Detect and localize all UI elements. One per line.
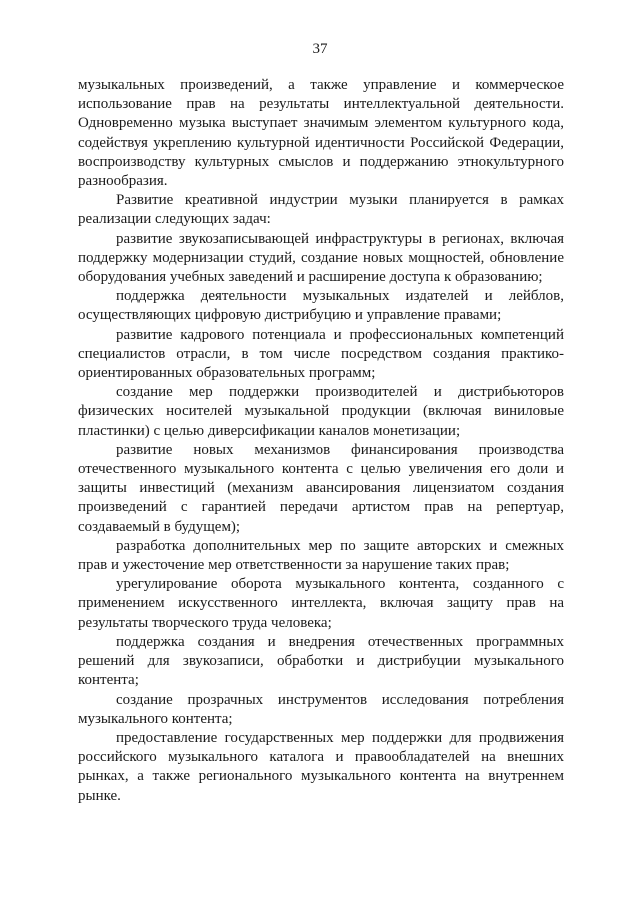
paragraph: создание мер поддержки производителей и дистрибьюторов физических носителей музыкальной продукции (включая виниловые пластинки) с целью диверсификации каналов монетизации;	[78, 384, 564, 439]
paragraph: предоставление государственных мер поддержки для продвижения российского музыкального каталога и правообладателей на внешних рынках, а также регионального музыкального контента на внутреннем рынке.	[78, 729, 564, 804]
paragraph: развитие кадрового потенциала и профессиональных компетенций специалистов отрасли, в том числе посредством создания практико-ориентированных образовательных программ;	[78, 326, 564, 382]
paragraph: Развитие креативной индустрии музыки планируется в рамках реализации следующих задач:	[78, 192, 564, 228]
paragraph: развитие звукозаписывающей инфраструктуры в регионах, включая поддержку модернизации студий, создание новых мощностей, обновление оборудования учебных заведений и расширение доступа к образованию;	[78, 230, 564, 286]
paragraph: разработка дополнительных мер по защите авторских и смежных прав и ужесточение мер ответственности за нарушение таких прав;	[78, 537, 564, 574]
paragraph: урегулирование оборота музыкального контента, созданного с применением искусственного интеллекта, включая защиту прав на результаты творческого труда человека;	[78, 576, 564, 631]
document-body	[78, 76, 564, 806]
paragraph: поддержка создания и внедрения отечественных программных решений для звукозаписи, обработки и дистрибуции музыкального контента;	[78, 633, 564, 689]
paragraph: поддержка деятельности музыкальных издателей и лейблов, осуществляющих цифровую дистрибуцию и управление правами;	[78, 288, 564, 324]
paragraph: развитие новых механизмов финансирования производства отечественного музыкального контента с целью увеличения его доли и защиты инвестиций (механизм авансирования лицензиатом создания произведений с гарантией передачи артистом прав на репертуар, создаваемый в будущем);	[78, 441, 564, 535]
paragraph: музыкальных произведений, а также управление и коммерческое использование прав на результаты интеллектуальной деятельности. Одновременно музыка выступает значимым элементом культурного кода, содействуя укреплению культурной идентичности Российской Федерации, воспроизводству культурных смыслов и поддержанию этнокультурного разнообразия.	[78, 77, 564, 190]
page-number: 37	[312, 41, 328, 57]
paragraph: создание прозрачных инструментов исследования потребления музыкального контента;	[78, 691, 564, 727]
